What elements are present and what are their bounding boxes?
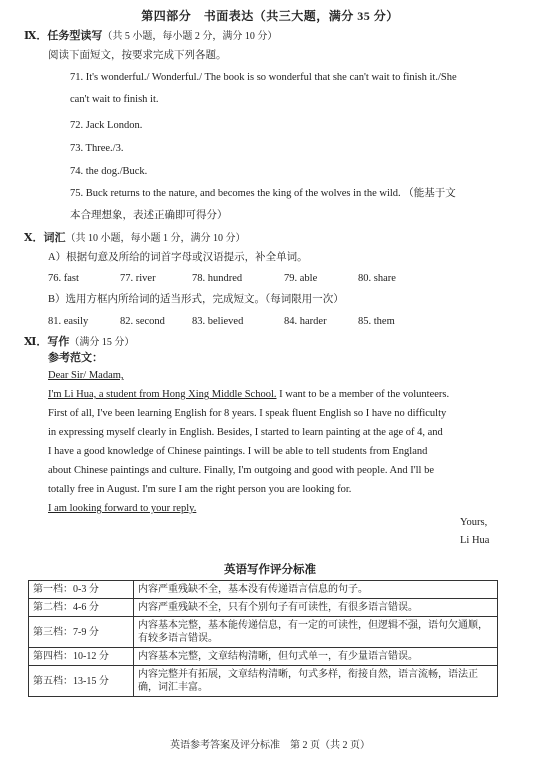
rubric-description: 内容基本完整，基本能传递信息，有一定的可读性，但逻辑不强，语句欠通顺，有较多语言错误。 bbox=[134, 617, 498, 648]
rubric-level: 第二档：4-6 分 bbox=[29, 599, 134, 617]
section-10-note: （共 10 小题，每小题 1 分，满分 10 分） bbox=[65, 233, 246, 244]
answer-71-line1: 71. It's wonderful./ Wonderful./ The book is so wonderful that she can't wait to finish it./She bbox=[70, 72, 457, 83]
essay-line-6: totally free in August. I'm sure I am the right person you are looking for. bbox=[48, 484, 352, 495]
essay-intro-rest: I want to be a member of the volunteers. bbox=[276, 389, 450, 400]
section-11-header bbox=[24, 335, 134, 350]
essay-line-5: about Chinese paintings and culture. Finally, I'm outgoing and good with people. And I'll be bbox=[48, 465, 435, 476]
answer-78: 78. hundred bbox=[192, 273, 243, 284]
essay-line-3: in expressing myself clearly in English. Besides, I started to learn painting at the age of 4, and bbox=[48, 427, 443, 438]
rubric-description: 内容基本完整，文章结构清晰，但句式单一，有少量语言错误。 bbox=[134, 648, 498, 666]
answer-81: 81. easily bbox=[48, 316, 89, 327]
section-10-part-b: B）选用方框内所给词的适当形式，完成短文。（每词限用一次） bbox=[48, 294, 344, 305]
essay-greeting: Dear Sir/ Madam, bbox=[48, 370, 124, 381]
answer-72: 72. Jack London. bbox=[70, 120, 143, 131]
rubric-row bbox=[29, 617, 498, 648]
section-11-heading: Ⅺ．写作 bbox=[24, 336, 70, 348]
rubric-description: 内容严重残缺不全，基本没有传递语言信息的句子。 bbox=[134, 581, 498, 599]
essay-closing-line: I am looking forward to your reply. bbox=[48, 503, 197, 514]
answer-77: 77. river bbox=[120, 273, 156, 284]
sample-essay-label: 参考范文： bbox=[48, 352, 103, 364]
section-10-header bbox=[24, 231, 246, 246]
rubric-title: 英语写作评分标准 bbox=[224, 564, 316, 576]
rubric-level: 第四档：10-12 分 bbox=[29, 648, 134, 666]
answer-74: 74. the dog./Buck. bbox=[70, 166, 148, 177]
rubric-level: 第五档：13-15 分 bbox=[29, 666, 134, 697]
rubric-description: 内容严重残缺不全，只有个别句子有可读性，有很多语言错误。 bbox=[134, 599, 498, 617]
essay-line-2: First of all, I've been learning English for 8 years. I speak fluent English so I have no difficulty bbox=[48, 408, 447, 419]
section-9-heading: Ⅸ．任务型读写 bbox=[24, 30, 103, 42]
rubric-table bbox=[28, 580, 498, 697]
essay-line-4: I have a good knowledge of Chinese paintings. I will be able to tell students from England bbox=[48, 446, 428, 457]
rubric-level: 第一档：0-3 分 bbox=[29, 581, 134, 599]
answer-80: 80. share bbox=[358, 273, 396, 284]
answer-76: 76. fast bbox=[48, 273, 79, 284]
answer-82: 82. second bbox=[120, 316, 165, 327]
rubric-level: 第三档：7-9 分 bbox=[29, 617, 134, 648]
answer-71-line2: can't wait to finish it. bbox=[70, 94, 159, 105]
section-10-part-a: A）根据句意及所给的词首字母或汉语提示，补全单词。 bbox=[48, 252, 308, 263]
rubric-row bbox=[29, 648, 498, 666]
page-footer: 英语参考答案及评分标准 第 2 页（共 2 页） bbox=[170, 740, 370, 751]
section-10-heading: Ⅹ．词汇 bbox=[24, 232, 66, 244]
rubric-row bbox=[29, 581, 498, 599]
answer-75-line1: 75. Buck returns to the nature, and becomes the king of the wolves in the wild. （能基于文 bbox=[70, 188, 456, 199]
answer-84: 84. harder bbox=[284, 316, 327, 327]
essay-intro-underlined: I'm Li Hua, a student from Hong Xing Middle School. bbox=[48, 389, 277, 400]
answer-79: 79. able bbox=[284, 273, 318, 284]
rubric-description: 内容完整并有拓展，文章结构清晰，句式多样，衔接自然，语言流畅，语法正确，词汇丰富。 bbox=[134, 666, 498, 697]
answer-83: 83. believed bbox=[192, 316, 244, 327]
section-9-header bbox=[24, 29, 277, 44]
section-9-instruction: 阅读下面短文，按要求完成下列各题。 bbox=[48, 50, 227, 61]
answer-75-line2: 本合理想象，表述正确即可得分） bbox=[70, 210, 228, 221]
rubric-row bbox=[29, 599, 498, 617]
answer-73: 73. Three./3. bbox=[70, 143, 124, 154]
essay-line-1 bbox=[48, 388, 449, 402]
essay-signature: Li Hua bbox=[460, 535, 490, 546]
section-11-note: （满分 15 分） bbox=[69, 337, 135, 348]
essay-sign-off: Yours, bbox=[460, 517, 488, 528]
part-title: 第四部分 书面表达（共三大题，满分 35 分） bbox=[141, 9, 399, 23]
answer-85: 85. them bbox=[358, 316, 395, 327]
rubric-row bbox=[29, 666, 498, 697]
section-9-note: （共 5 小题，每小题 2 分，满分 10 分） bbox=[102, 31, 278, 42]
